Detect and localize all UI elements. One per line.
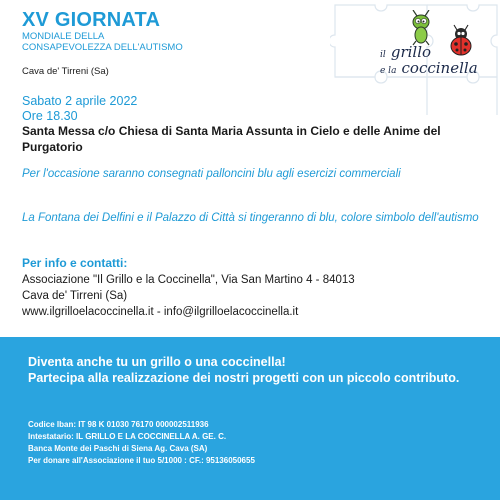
donation-footer bbox=[0, 337, 500, 500]
bank-iban: Codice Iban: IT 98 K 01030 76170 000002511936 bbox=[28, 420, 209, 429]
logo-il: il bbox=[380, 50, 386, 60]
page-title: XV GIORNATA bbox=[22, 9, 161, 31]
ladybug-mascot-icon bbox=[446, 24, 476, 56]
event-datetime bbox=[22, 94, 137, 124]
cta-line-2: Partecipa alla realizzazione dei nostri progetti con un piccolo contributo. bbox=[28, 371, 460, 385]
donation-cta bbox=[28, 354, 483, 386]
five-per-mille: Per donare all'Associazione il tuo 5/1000 : CF.: 95136050655 bbox=[28, 456, 255, 465]
cricket-mascot-icon bbox=[406, 10, 436, 46]
bank-holder: Intestatario: IL GRILLO E LA COCCINELLA A. GE. C. bbox=[28, 432, 227, 441]
bank-details bbox=[28, 419, 488, 467]
logo-line-coccinella bbox=[380, 60, 478, 76]
page-subtitle: MONDIALE DELLA CONSAPEVOLEZZA DELL'AUTISMO bbox=[22, 31, 183, 53]
event-time: Ore 18.30 bbox=[22, 109, 78, 123]
contacts-heading: Per info e contatti: bbox=[22, 256, 128, 270]
logo-coccinella: coccinella bbox=[401, 59, 478, 77]
place-label: Cava de' Tirreni (Sa) bbox=[22, 66, 109, 77]
contacts-address: Associazione "Il Grillo e la Coccinella", Via San Martino 4 - 84013 bbox=[22, 274, 355, 286]
contacts-city: Cava de' Tirreni (Sa) bbox=[22, 290, 128, 302]
contacts-web-email[interactable]: www.ilgrilloelacoccinella.it - info@ilgrilloelacoccinella.it bbox=[22, 306, 299, 318]
cta-line-1: Diventa anche tu un grillo o una coccinella! bbox=[28, 355, 286, 369]
note-lights: La Fontana dei Delfini e il Palazzo di Città si tingeranno di blu, colore simbolo dell'autismo bbox=[22, 212, 479, 224]
logo-line-grillo bbox=[380, 44, 431, 60]
logo-e-la: e la bbox=[380, 66, 397, 76]
logo-grillo: grillo bbox=[390, 43, 432, 61]
note-balloons: Per l'occasione saranno consegnati palloncini blu agli esercizi commerciali bbox=[22, 168, 401, 180]
event-mass: Santa Messa c/o Chiesa di Santa Maria Assunta in Cielo e delle Anime del Purgatorio bbox=[22, 124, 441, 154]
contacts-block bbox=[22, 272, 492, 320]
bank-name: Banca Monte dei Paschi di Siena Ag. Cava (SA) bbox=[28, 444, 208, 453]
event-date: Sabato 2 aprile 2022 bbox=[22, 94, 138, 108]
